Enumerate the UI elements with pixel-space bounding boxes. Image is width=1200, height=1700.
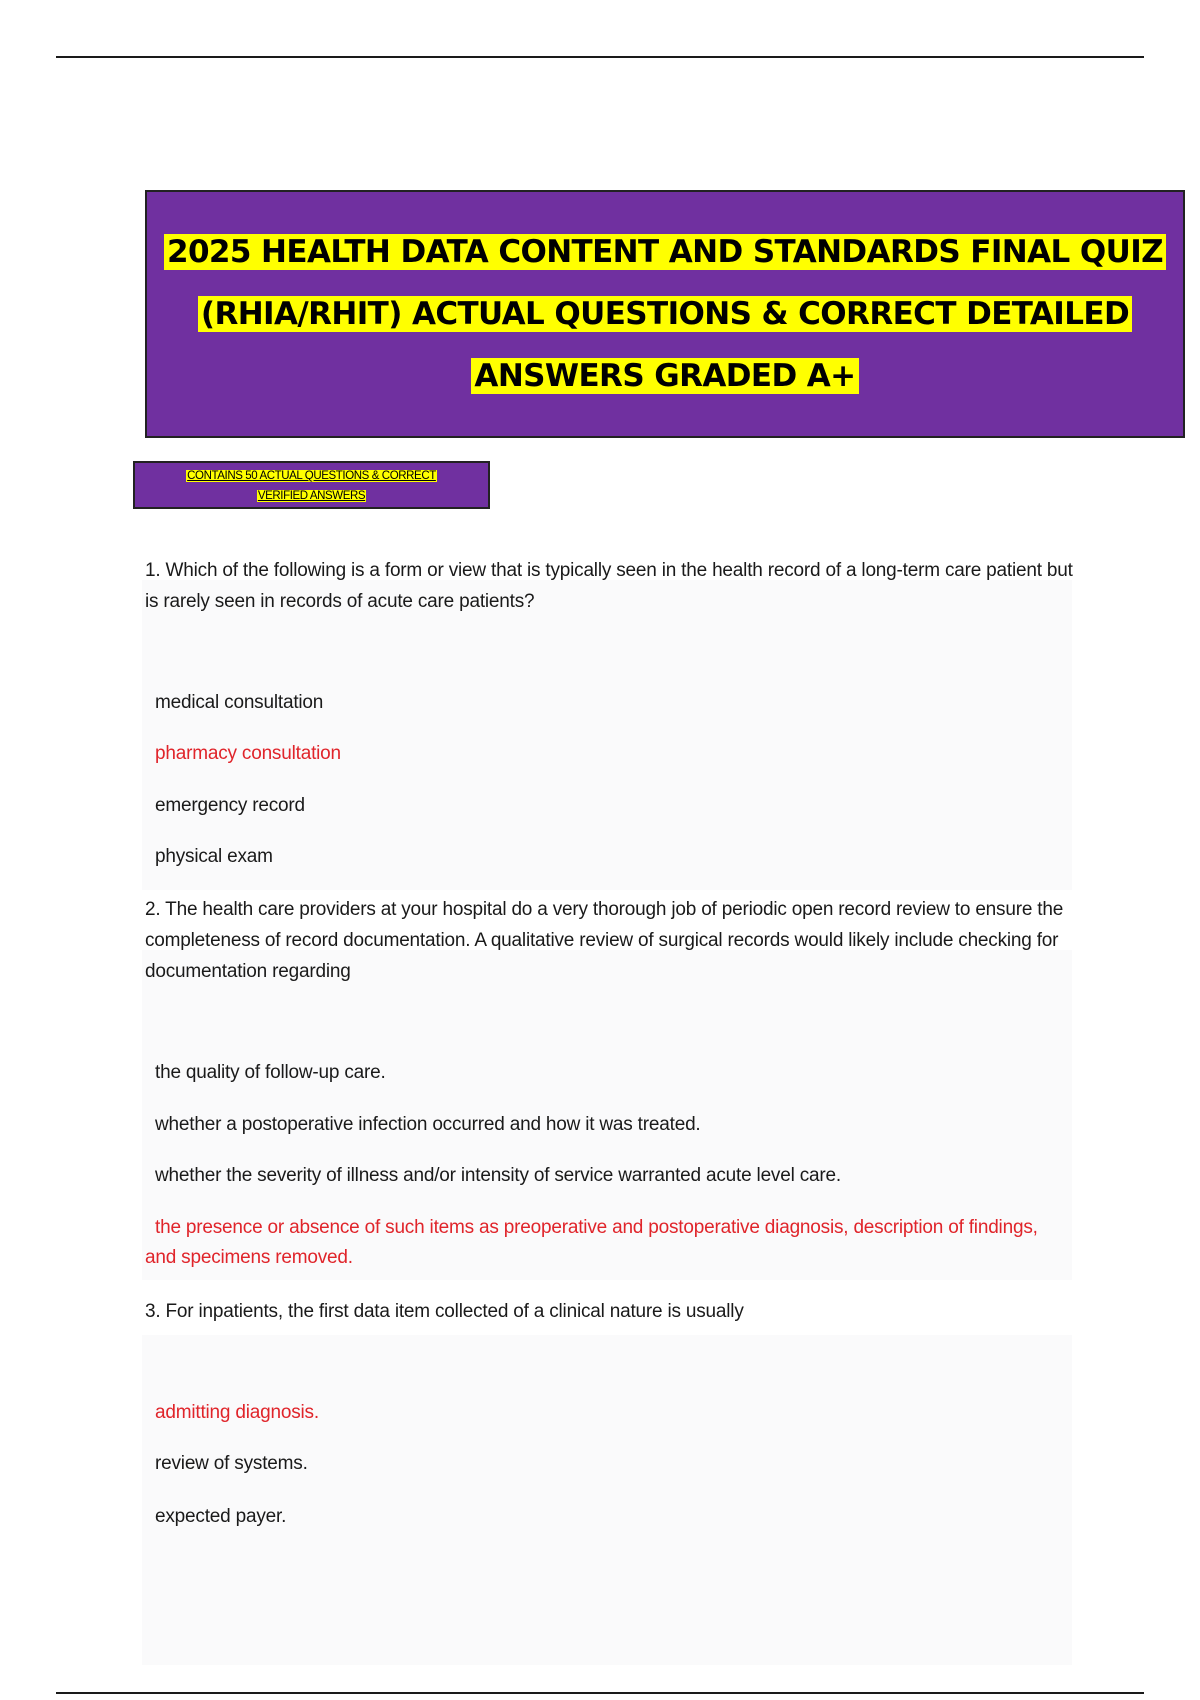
question-2-option-b: whether a postoperative infection occurred and how it was treated. <box>155 1114 701 1135</box>
top-rule <box>56 56 1144 58</box>
title-line-3: ANSWERS GRADED A+ <box>471 345 858 407</box>
question-1-prompt: 1. Which of the following is a form or view that is typically seen in the health record of a long-term care patient but is rarely seen in records of acute care patients? <box>145 560 1073 612</box>
question-3-option-c: expected payer. <box>155 1506 287 1527</box>
question-2-prompt: 2. The health care providers at your hospital do a very thorough job of periodic open record review to ensure the completeness of record documentation. A qualitative review of surgical records would likely include checking for documentation regarding <box>145 899 1064 982</box>
question-1-option-a: medical consultation <box>155 692 324 713</box>
question-1-option-c: emergency record <box>155 795 305 816</box>
title-banner <box>145 190 1185 438</box>
question-3-prompt: 3. For inpatients, the first data item collected of a clinical nature is usually <box>145 1301 744 1322</box>
question-1-option-d: physical exam <box>155 846 273 867</box>
subtitle-banner <box>133 461 490 509</box>
question-3-option-a-correct: admitting diagnosis. <box>155 1402 319 1423</box>
question-2-option-a: the quality of follow-up care. <box>155 1062 386 1083</box>
bottom-rule <box>56 1692 1144 1694</box>
question-2-option-c: whether the severity of illness and/or intensity of service warranted acute level care. <box>155 1165 841 1186</box>
question-2-option-d-correct: the presence or absence of such items as preoperative and postoperative diagnosis, description of findings, and specimens removed. <box>145 1217 1038 1268</box>
title-line-1: 2025 HEALTH DATA CONTENT AND STANDARDS FINAL QUIZ <box>164 221 1166 283</box>
subtitle-line-1: CONTAINS 50 ACTUAL QUESTIONS & CORRECT <box>187 470 436 482</box>
question-3-shade <box>142 1335 1072 1665</box>
title-line-2: (RHIA/RHIT) ACTUAL QUESTIONS & CORRECT DETAILED <box>198 283 1132 345</box>
question-3-option-b: review of systems. <box>155 1453 308 1474</box>
question-1-option-b-correct: pharmacy consultation <box>155 743 341 764</box>
subtitle-line-2: VERIFIED ANSWERS <box>257 490 366 502</box>
